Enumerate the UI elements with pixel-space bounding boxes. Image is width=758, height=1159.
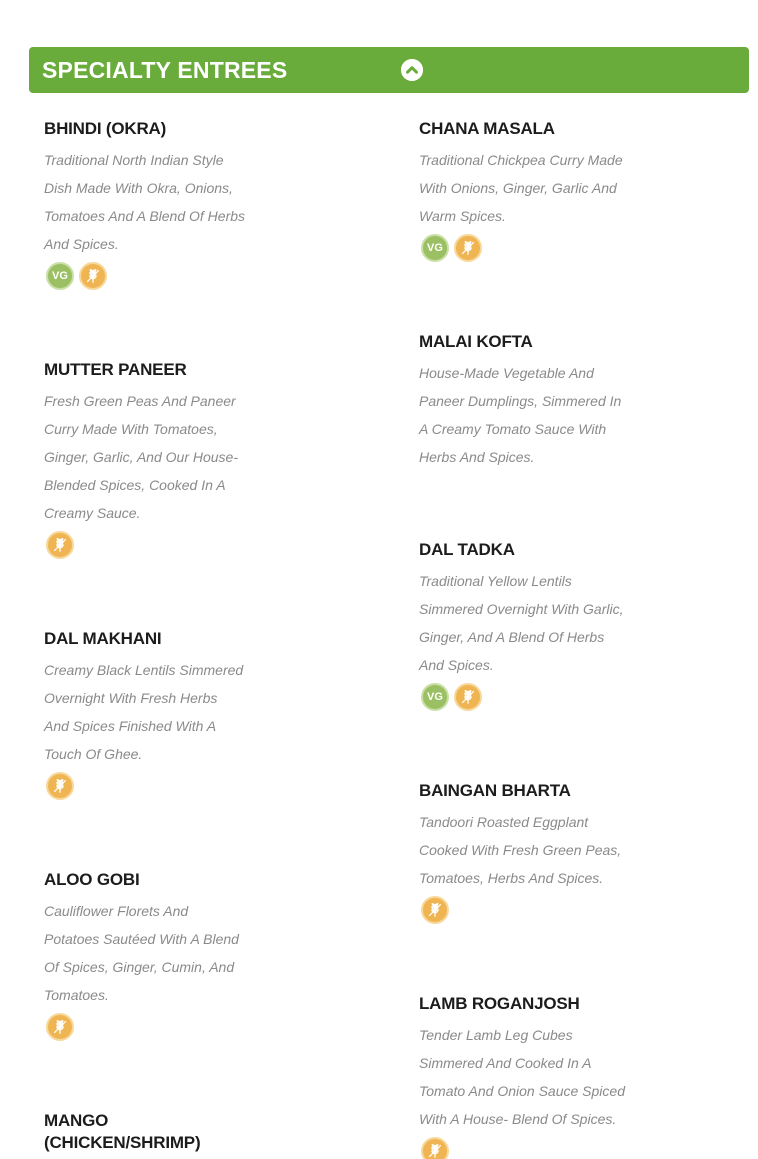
description-line: Ginger, Garlic, And Our House- bbox=[44, 449, 239, 465]
menu-item-name[interactable]: CHANA MASALA bbox=[419, 119, 555, 138]
description-line: Paneer Dumplings, Simmered In bbox=[419, 393, 622, 409]
dietary-badges bbox=[419, 683, 749, 711]
vegan-badge: VG bbox=[46, 262, 74, 290]
description-line: And Spices. bbox=[419, 657, 494, 673]
dietary-badges bbox=[419, 234, 749, 262]
menu-item-description bbox=[44, 897, 256, 1009]
menu-item-malai-kofta bbox=[419, 331, 749, 471]
menu-item-name[interactable]: LAMB ROGANJOSH bbox=[419, 994, 580, 1013]
description-line: Simmered And Cooked In A bbox=[419, 1055, 592, 1071]
menu-item-description bbox=[419, 146, 631, 230]
menu-item-description bbox=[44, 146, 256, 258]
menu-item-dal-makhani bbox=[44, 628, 374, 800]
description-line: Tomatoes, Herbs And Spices. bbox=[419, 870, 604, 886]
menu-item-description bbox=[419, 1021, 631, 1133]
dietary-badges bbox=[44, 772, 374, 800]
wheat-crossed-icon bbox=[454, 234, 482, 262]
description-line: Ginger, And A Blend Of Herbs bbox=[419, 629, 605, 645]
menu-item-name[interactable]: BAINGAN BHARTA bbox=[419, 781, 571, 800]
menu-item-lamb-roganjosh bbox=[419, 993, 749, 1159]
chevron-up-circle-icon[interactable] bbox=[401, 59, 423, 81]
menu-item-description bbox=[419, 808, 631, 892]
wheat-crossed-icon bbox=[421, 896, 449, 924]
dietary-badges bbox=[44, 1013, 374, 1041]
menu-item-chana-masala bbox=[419, 118, 749, 262]
wheat-crossed-icon bbox=[46, 531, 74, 559]
description-line: Fresh Green Peas And Paneer bbox=[44, 393, 236, 409]
wheat-crossed-icon bbox=[454, 683, 482, 711]
menu-item-description bbox=[419, 567, 631, 679]
description-line: Tomato And Onion Sauce Spiced bbox=[419, 1083, 625, 1099]
wheat-crossed-icon bbox=[46, 1013, 74, 1041]
menu-item-baingan-bharta bbox=[419, 780, 749, 924]
description-line: Blended Spices, Cooked In A bbox=[44, 477, 226, 493]
menu-item-name[interactable] bbox=[44, 1110, 374, 1154]
description-line: Tomatoes. bbox=[44, 987, 109, 1003]
menu-item-name-line: (CHICKEN/SHRIMP) bbox=[44, 1133, 201, 1152]
dietary-badges bbox=[419, 1137, 749, 1159]
menu-item-name[interactable]: DAL MAKHANI bbox=[44, 629, 162, 648]
description-line: Cooked With Fresh Green Peas, bbox=[419, 842, 622, 858]
description-line: Herbs And Spices. bbox=[419, 449, 535, 465]
description-line: Tender Lamb Leg Cubes bbox=[419, 1027, 573, 1043]
description-line: Overnight With Fresh Herbs bbox=[44, 690, 218, 706]
section-header-specialty-entrees[interactable] bbox=[29, 47, 749, 93]
description-line: Dish Made With Okra, Onions, bbox=[44, 180, 233, 196]
description-line: House-Made Vegetable And bbox=[419, 365, 594, 381]
description-line: Creamy Sauce. bbox=[44, 505, 141, 521]
menu-item-name[interactable]: MALAI KOFTA bbox=[419, 332, 533, 351]
menu-item-mango bbox=[44, 1110, 374, 1154]
menu-item-name[interactable]: DAL TADKA bbox=[419, 540, 515, 559]
menu-item-aloo-gobi bbox=[44, 869, 374, 1041]
description-line: And Spices. bbox=[44, 236, 119, 252]
description-line: Traditional Yellow Lentils bbox=[419, 573, 572, 589]
description-line: Traditional Chickpea Curry Made bbox=[419, 152, 623, 168]
description-line: Touch Of Ghee. bbox=[44, 746, 143, 762]
menu-item-mutter-paneer bbox=[44, 359, 374, 559]
description-line: Cauliflower Florets And bbox=[44, 903, 189, 919]
wheat-crossed-icon bbox=[421, 1137, 449, 1159]
menu-item-name-line: MANGO bbox=[44, 1111, 109, 1130]
menu-item-name[interactable]: ALOO GOBI bbox=[44, 870, 140, 889]
description-line: With A House- Blend Of Spices. bbox=[419, 1111, 617, 1127]
description-line: With Onions, Ginger, Garlic And bbox=[419, 180, 617, 196]
description-line: Simmered Overnight With Garlic, bbox=[419, 601, 624, 617]
description-line: Of Spices, Ginger, Cumin, And bbox=[44, 959, 235, 975]
dietary-badges bbox=[44, 531, 374, 559]
dietary-badges bbox=[419, 896, 749, 924]
wheat-crossed-icon bbox=[79, 262, 107, 290]
menu-item-description bbox=[419, 359, 631, 471]
section-title: SPECIALTY ENTREES bbox=[42, 57, 288, 83]
menu-item-name[interactable]: MUTTER PANEER bbox=[44, 360, 187, 379]
wheat-crossed-icon bbox=[46, 772, 74, 800]
menu-item-dal-tadka bbox=[419, 539, 749, 711]
menu-item-description bbox=[44, 656, 256, 768]
menu-item-name[interactable]: BHINDI (OKRA) bbox=[44, 119, 167, 138]
description-line: Creamy Black Lentils Simmered bbox=[44, 662, 244, 678]
menu-item-bhindi bbox=[44, 118, 374, 290]
description-line: Tandoori Roasted Eggplant bbox=[419, 814, 589, 830]
description-line: Potatoes Sautéed With A Blend bbox=[44, 931, 239, 947]
description-line: Curry Made With Tomatoes, bbox=[44, 421, 218, 437]
vegan-badge: VG bbox=[421, 683, 449, 711]
description-line: A Creamy Tomato Sauce With bbox=[419, 421, 607, 437]
description-line: Tomatoes And A Blend Of Herbs bbox=[44, 208, 246, 224]
menu-item-description bbox=[44, 387, 256, 527]
description-line: Traditional North Indian Style bbox=[44, 152, 224, 168]
description-line: Warm Spices. bbox=[419, 208, 506, 224]
dietary-badges bbox=[44, 262, 374, 290]
vegan-badge: VG bbox=[421, 234, 449, 262]
description-line: And Spices Finished With A bbox=[44, 718, 217, 734]
